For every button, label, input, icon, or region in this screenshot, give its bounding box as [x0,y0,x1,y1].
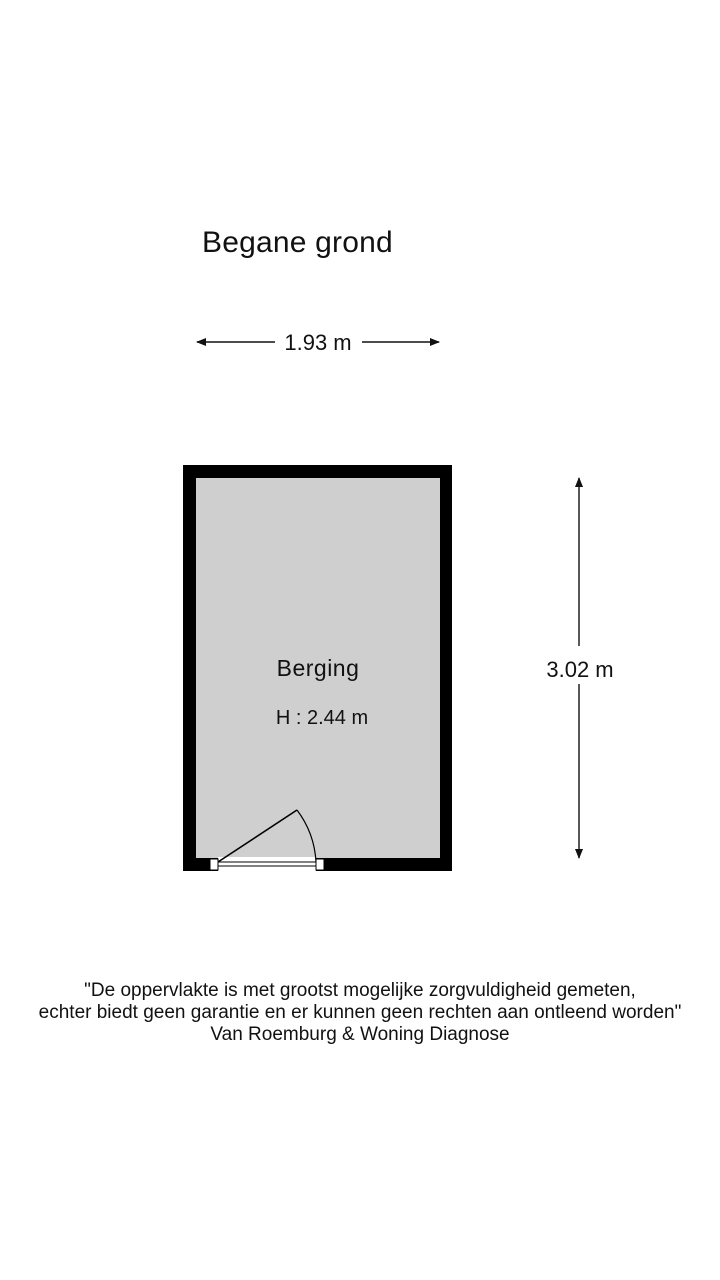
door-jamb-left [210,859,218,870]
floor-title: Begane grond [202,226,393,259]
depth-dimension [546,478,613,858]
room-height: H : 2.44 m [275,707,369,729]
width-dimension [197,330,439,355]
disclaimer-line-3: Van Roemburg & Woning Diagnose [210,1024,510,1045]
disclaimer-line-2: echter biedt geen garantie en er kunnen geen rechten aan ontleend worden" [38,1002,682,1023]
disclaimer-line-1: "De oppervlakte is met grootst mogelijke zorgvuldigheid gemeten, [84,980,636,1001]
width-dimension-label: 1.93 m [284,330,352,355]
room-name: Berging [276,655,360,681]
door-opening [218,857,316,871]
depth-dimension-label: 3.02 m [546,657,614,682]
door-jamb-right [316,859,324,870]
disclaimer [0,980,720,1046]
